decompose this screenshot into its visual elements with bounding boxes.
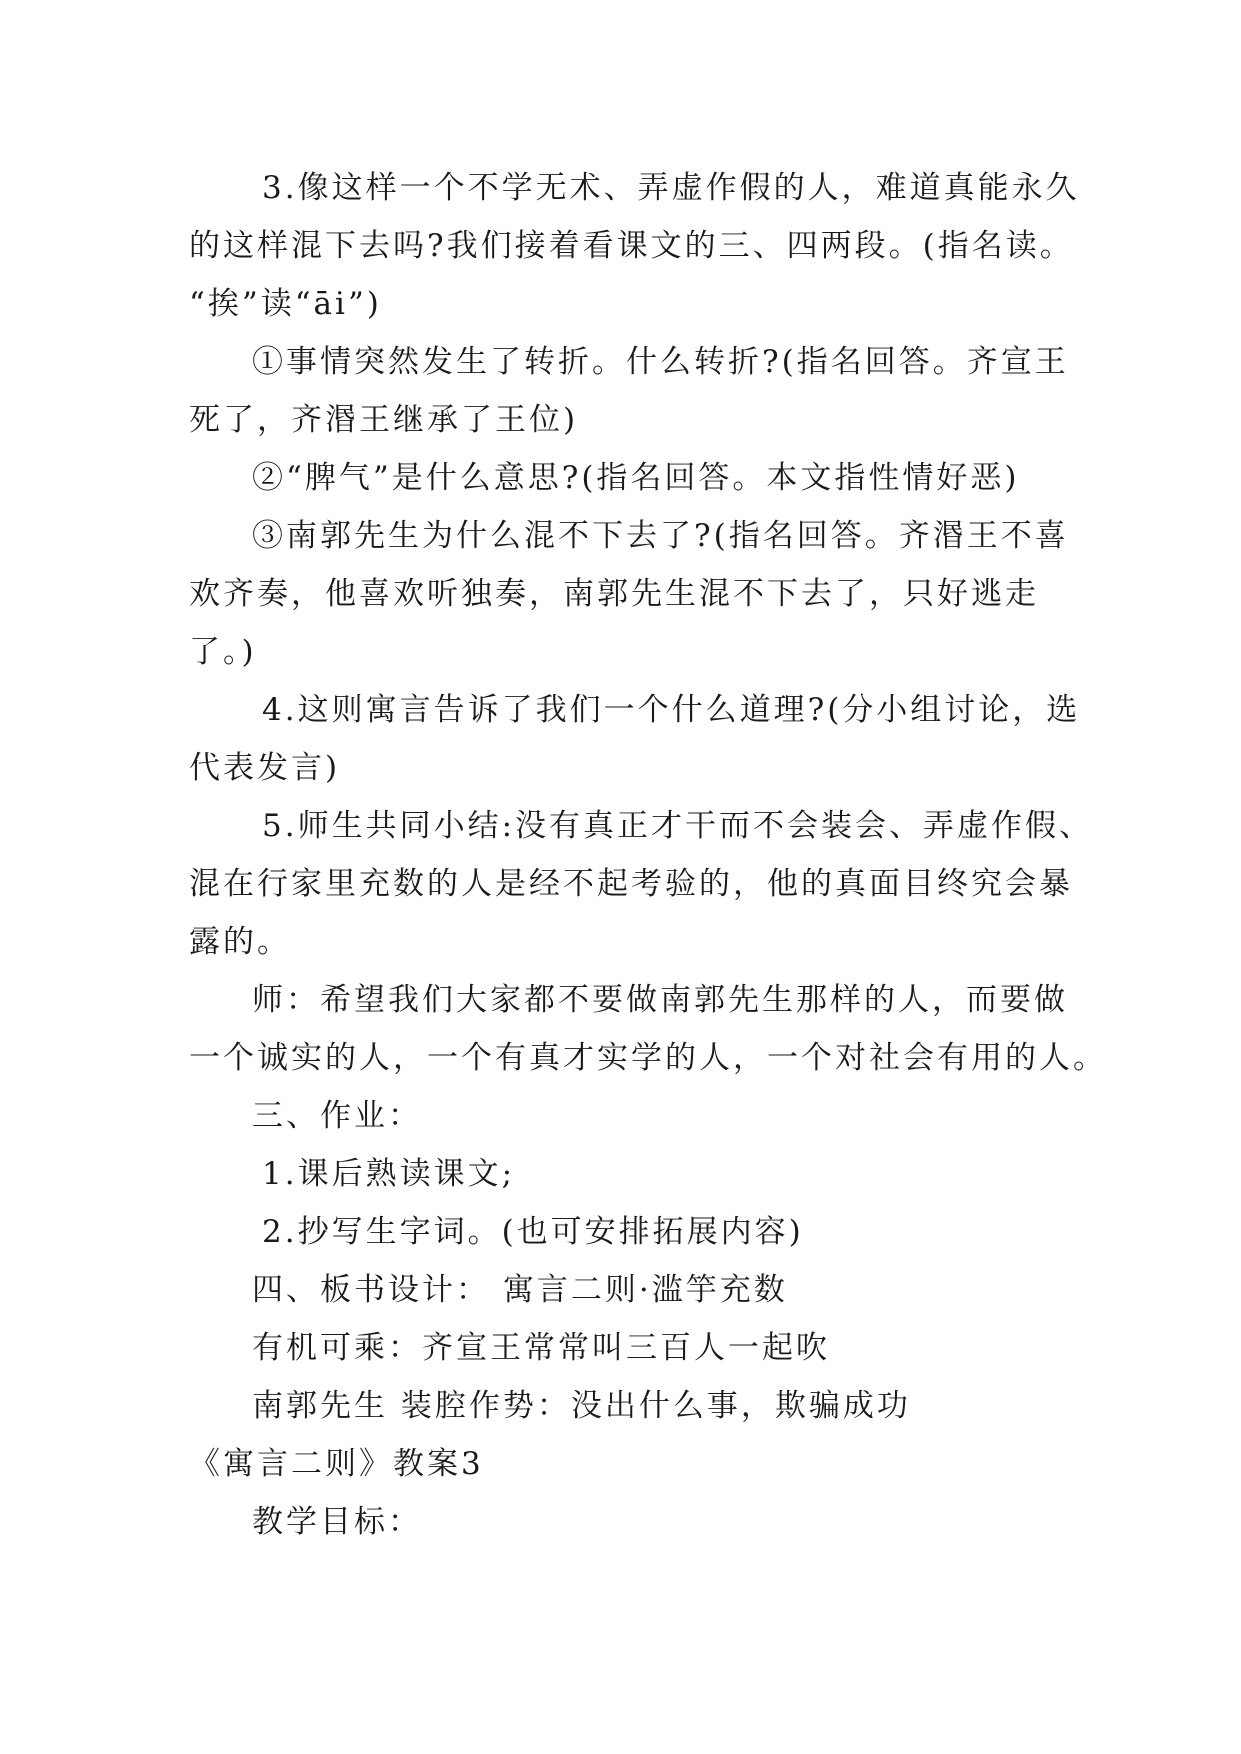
- text-line: 3.像这样一个不学无术、弄虚作假的人，难道真能永久: [262, 170, 1080, 206]
- text-line: 2.抄写生字词。(也可安排拓展内容): [262, 1214, 804, 1250]
- text-line: 代表发言): [189, 750, 341, 786]
- section-heading: 《寓言二则》教案3: [189, 1446, 484, 1482]
- text-line: “挨”读“āi”): [189, 286, 382, 322]
- text-line: 南郭先生 装腔作势：没出什么事，欺骗成功: [252, 1388, 911, 1424]
- text-line: 有机可乘：齐宣王常常叫三百人一起吹: [252, 1330, 830, 1366]
- text-line: 欢齐奏，他喜欢听独奏，南郭先生混不下去了，只好逃走: [189, 576, 1039, 612]
- text-line: 三、作业：: [252, 1098, 422, 1134]
- text-line: 1.课后熟读课文;: [262, 1156, 516, 1192]
- text-line: 了。): [189, 634, 257, 670]
- text-line: ②“脾气”是什么意思?(指名回答。本文指性情好恶): [252, 460, 1020, 496]
- text-line: 露的。: [189, 924, 291, 960]
- text-line: 一个诚实的人，一个有真才实学的人，一个对社会有用的人。: [189, 1040, 1107, 1076]
- text-line: 教学目标：: [252, 1504, 422, 1540]
- text-line: 死了，齐湣王继承了王位): [189, 402, 579, 438]
- text-line: 师：希望我们大家都不要做南郭先生那样的人，而要做: [252, 982, 1068, 1018]
- text-line: 四、板书设计： 寓言二则·滥竽充数: [252, 1272, 788, 1308]
- text-line: ③南郭先生为什么混不下去了?(指名回答。齐湣王不喜: [252, 518, 1069, 554]
- text-line: 4.这则寓言告诉了我们一个什么道理?(分小组讨论，选: [262, 692, 1081, 728]
- text-line: ①事情突然发生了转折。什么转折?(指名回答。齐宣王: [252, 344, 1069, 380]
- text-line: 5.师生共同小结:没有真正才干而不会装会、弄虚作假、: [262, 808, 1094, 844]
- text-line: 混在行家里充数的人是经不起考验的，他的真面目终究会暴: [189, 866, 1073, 902]
- text-line: 的这样混下去吗?我们接着看课文的三、四两段。(指名读。: [189, 228, 1074, 264]
